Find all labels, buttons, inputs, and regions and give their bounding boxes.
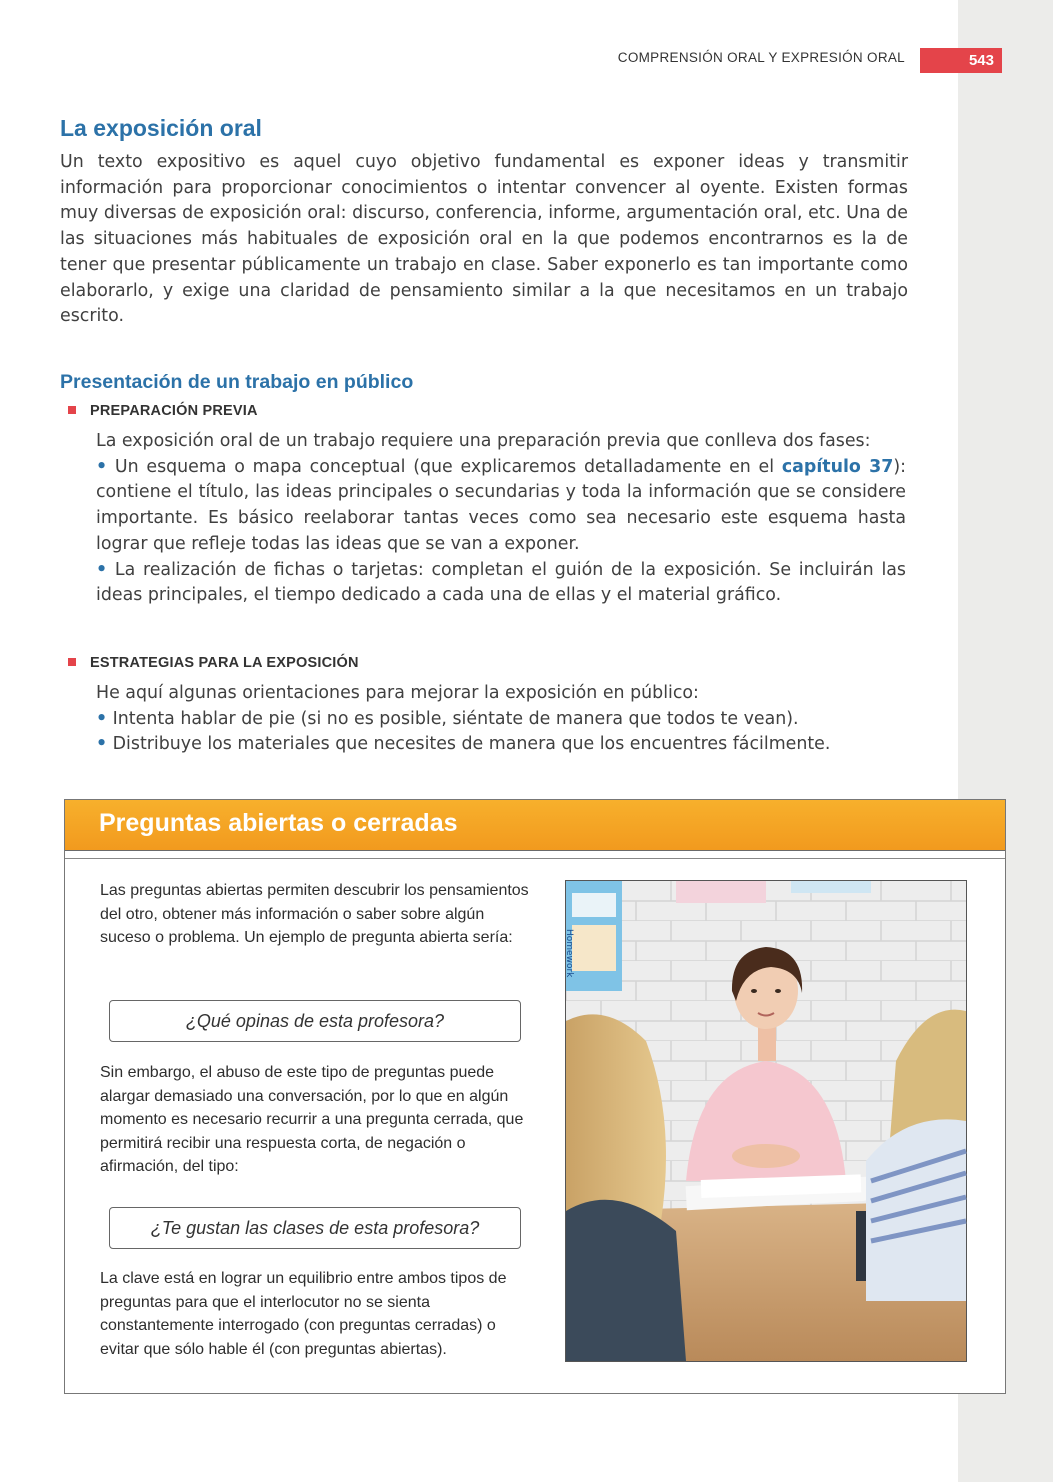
strategies-item-1 xyxy=(96,707,906,733)
red-square-bullet-icon xyxy=(68,658,76,666)
strategies-heading xyxy=(68,655,359,671)
classroom-photo xyxy=(565,880,967,1362)
strategies-lead: He aquí algunas orientaciones para mejorar la exposición en público: xyxy=(96,683,699,703)
strategies-item-2 xyxy=(96,732,906,758)
prep-item-1 xyxy=(96,455,906,558)
prep-lead: La exposición oral de un trabajo requiere una preparación previa que conlleva dos fases: xyxy=(96,431,871,451)
red-square-bullet-icon xyxy=(68,406,76,414)
prep-item-1-text-a: Un esquema o mapa conceptual (que explicaremos detalladamente en el xyxy=(114,456,782,477)
bullet-dot-icon: • xyxy=(96,734,108,755)
box-divider xyxy=(65,858,1005,859)
bullet-dot-icon: • xyxy=(96,456,108,477)
questions-box xyxy=(64,799,1006,1394)
prep-heading-label: PREPARACIÓN PREVIA xyxy=(90,403,258,419)
chapter-reference: capítulo 37 xyxy=(781,456,894,477)
box-title: Preguntas abiertas o cerradas xyxy=(99,809,458,837)
box-paragraph-3: La clave está en lograr un equilibrio entre ambos tipos de preguntas para que el interlocutor no se sienta constantemente interrogado (con preguntas cerradas) o evitar que sólo hable él (con preguntas abiertas). xyxy=(100,1270,507,1358)
homework-sign: Homework xyxy=(564,929,574,978)
running-header: COMPRENSIÓN ORAL Y EXPRESIÓN ORAL xyxy=(617,50,905,65)
strategies-item-2-text: Distribuye los materiales que necesites de manera que los encuentres fácilmente. xyxy=(112,734,831,755)
prep-heading xyxy=(68,403,258,419)
prep-item-2-text: La realización de fichas o tarjetas: completan el guión de la exposición. Se incluirán las ideas principales, el tiempo dedicado a cada una de ellas y el material gráfico. xyxy=(96,559,906,606)
prep-block xyxy=(96,429,906,609)
strategies-heading-label: ESTRATEGIAS PARA LA EXPOSICIÓN xyxy=(90,655,359,671)
box-paragraph-1: Las preguntas abiertas permiten descubrir los pensamientos del otro, obtener más información o saber sobre algún suceso o problema. Un ejemplo de pregunta abierta sería: xyxy=(100,882,529,946)
classroom-illustration xyxy=(566,881,966,1361)
open-question-example: ¿Qué opinas de esta profesora? xyxy=(109,1000,521,1042)
prep-item-2 xyxy=(96,558,906,609)
bullet-dot-icon: • xyxy=(96,559,108,580)
closed-question-example: ¿Te gustan las clases de esta profesora? xyxy=(109,1207,521,1249)
bullet-dot-icon: • xyxy=(96,708,108,729)
strategies-item-1-text: Intenta hablar de pie (si no es posible, siéntate de manera que todos te vean). xyxy=(112,708,799,729)
strategies-block xyxy=(96,681,906,758)
box-paragraph-2: Sin embargo, el abuso de este tipo de preguntas puede alargar demasiado una conversación, por lo que en algún momento es necesario recurrir a una pregunta cerrada, que permitirá recibir una respuesta corta, de negación o afirmación, del tipo: xyxy=(100,1064,524,1175)
subsection-title: Presentación de un trabajo en público xyxy=(60,371,414,393)
intro-paragraph: Un texto expositivo es aquel cuyo objetivo fundamental es exponer ideas y transmitir información para proporcionar conocimientos o intentar convencer al oyente. Existen formas muy diversas de exposición oral: discurso, conferencia, informe, argumentación oral, etc. Una de las situaciones más habituales de exposición oral en la que podemos encontrarnos es la de tener que presentar públicamente un trabajo en clase. Saber exponerlo es tan importante como elaborarlo, y exige una claridad de pensamiento similar a la que necesitamos en un trabajo escrito. xyxy=(60,152,908,327)
prep-item-1-text-b: ): contiene el título, las ideas principales o secundarias y toda la información que se considere importante. Es básico reelaborar tantas veces como sea necesario este esquema hasta lograr que refleje todas las ideas que se van a exponer. xyxy=(96,456,907,554)
box-header xyxy=(65,800,1005,851)
page-number: 543 xyxy=(920,48,1002,73)
section-title: La exposición oral xyxy=(60,115,262,141)
